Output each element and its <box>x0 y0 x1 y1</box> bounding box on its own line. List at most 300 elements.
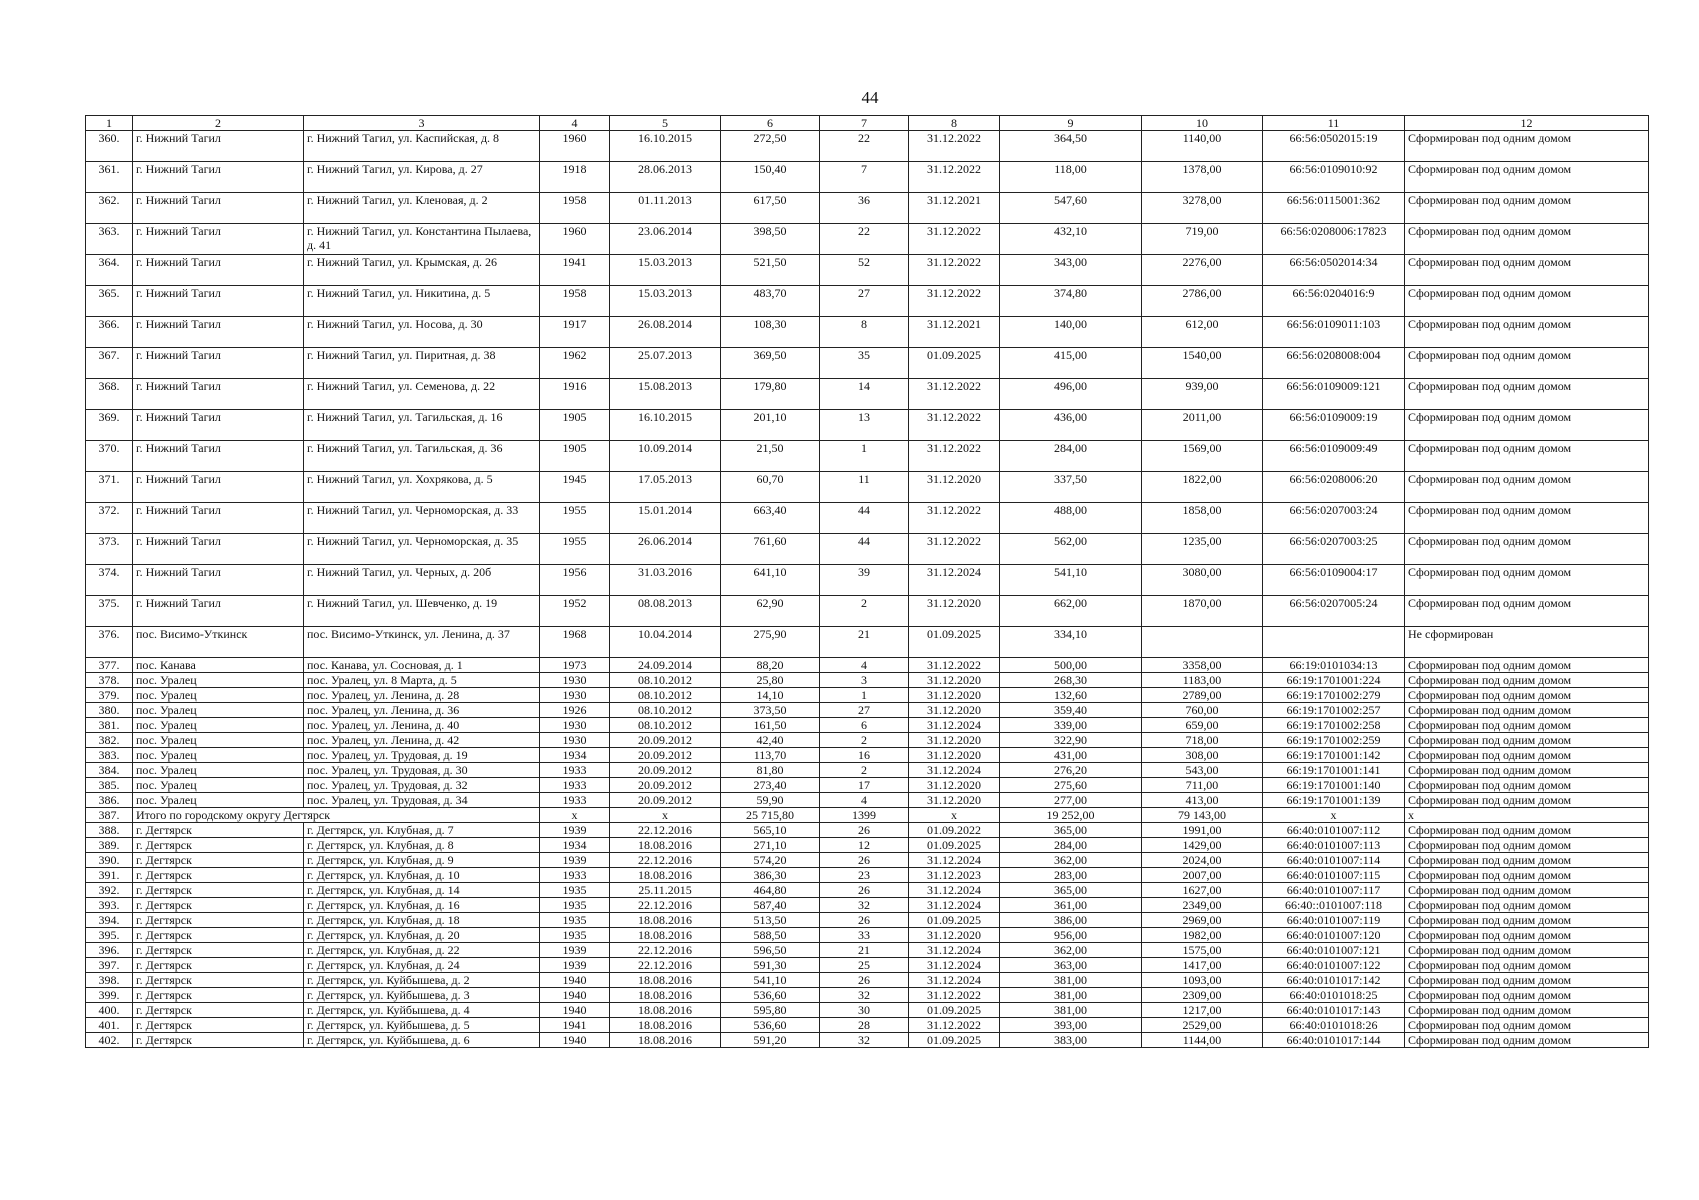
area-2-cell: 381,00 <box>1000 973 1142 988</box>
year-built-cell: 1941 <box>540 255 610 286</box>
date-cell: 18.08.2016 <box>610 838 721 853</box>
area-cell: 595,80 <box>721 1003 820 1018</box>
date-cell: 20.09.2012 <box>610 733 721 748</box>
area-cell: 60,70 <box>721 472 820 503</box>
address-cell: г. Нижний Тагил, ул. Шевченко, д. 19 <box>304 596 540 627</box>
area-cell: 272,50 <box>721 131 820 162</box>
area-2-cell: 381,00 <box>1000 1003 1142 1018</box>
residents-cell: 17 <box>820 778 909 793</box>
residents-cell: 26 <box>820 913 909 928</box>
date-cell: 22.12.2016 <box>610 898 721 913</box>
land-area-cell: 2309,00 <box>1142 988 1263 1003</box>
land-status-cell: Сформирован под одним домом <box>1405 673 1649 688</box>
land-area-cell <box>1142 627 1263 658</box>
land-area-cell: 1575,00 <box>1142 943 1263 958</box>
year-built-cell: 1930 <box>540 688 610 703</box>
row-number-cell: 367. <box>86 348 133 379</box>
residents-cell: 2 <box>820 733 909 748</box>
settlement-cell: г. Дегтярск <box>133 1033 304 1048</box>
area-cell: 596,50 <box>721 943 820 958</box>
deadline-date-cell: 31.12.2024 <box>909 565 1000 596</box>
deadline-date-cell: 31.12.2022 <box>909 1018 1000 1033</box>
settlement-cell: г. Нижний Тагил <box>133 596 304 627</box>
cadastral-number-cell: 66:56:0208006:20 <box>1263 472 1405 503</box>
residents-cell: 27 <box>820 286 909 317</box>
year-built-cell: 1935 <box>540 928 610 943</box>
deadline-date-cell: 31.12.2022 <box>909 162 1000 193</box>
area-2-cell: 436,00 <box>1000 410 1142 441</box>
date-cell: 18.08.2016 <box>610 1018 721 1033</box>
table-row <box>86 596 1649 627</box>
area-2-cell: 118,00 <box>1000 162 1142 193</box>
date-cell: 22.12.2016 <box>610 823 721 838</box>
column-number-cell: 7 <box>820 116 909 131</box>
row-number-cell: 398. <box>86 973 133 988</box>
land-area-cell: 3080,00 <box>1142 565 1263 596</box>
area-cell: 275,90 <box>721 627 820 658</box>
settlement-cell: г. Дегтярск <box>133 823 304 838</box>
deadline-date-cell: 01.09.2025 <box>909 627 1000 658</box>
area-2-cell: 562,00 <box>1000 534 1142 565</box>
land-area-cell: 543,00 <box>1142 763 1263 778</box>
row-number-cell: 390. <box>86 853 133 868</box>
year-built-cell: 1926 <box>540 703 610 718</box>
table-row <box>86 224 1649 255</box>
row-number-cell: 392. <box>86 883 133 898</box>
area-cell: 81,80 <box>721 763 820 778</box>
residents-cell: 4 <box>820 793 909 808</box>
address-cell: пос. Уралец, ул. Трудовая, д. 34 <box>304 793 540 808</box>
area-cell: 113,70 <box>721 748 820 763</box>
settlement-cell: г. Дегтярск <box>133 898 304 913</box>
row-number-cell: 380. <box>86 703 133 718</box>
year-built-cell: 1935 <box>540 898 610 913</box>
year-built-cell: 1960 <box>540 224 610 255</box>
area-2-cell: 339,00 <box>1000 718 1142 733</box>
date-cell: 18.08.2016 <box>610 868 721 883</box>
settlement-cell: г. Нижний Тагил <box>133 503 304 534</box>
address-cell: г. Дегтярск, ул. Куйбышева, д. 4 <box>304 1003 540 1018</box>
table-row <box>86 838 1649 853</box>
residents-cell: 21 <box>820 627 909 658</box>
deadline-date-cell: 31.12.2022 <box>909 988 1000 1003</box>
cadastral-number-cell: 66:40:0101017:142 <box>1263 973 1405 988</box>
cadastral-number-cell: 66:56:0207003:24 <box>1263 503 1405 534</box>
housing-register-table <box>85 115 1649 1048</box>
cadastral-number-cell: 66:40:0101018:26 <box>1263 1018 1405 1033</box>
row-number-cell: 368. <box>86 379 133 410</box>
cadastral-number-cell: 66:19:1701001:224 <box>1263 673 1405 688</box>
land-status-cell: Сформирован под одним домом <box>1405 883 1649 898</box>
land-area-cell: 718,00 <box>1142 733 1263 748</box>
address-cell: г. Нижний Тагил, ул. Черных, д. 20б <box>304 565 540 596</box>
year-built-cell: 1955 <box>540 503 610 534</box>
area-2-cell: 365,00 <box>1000 823 1142 838</box>
land-area-cell: 2276,00 <box>1142 255 1263 286</box>
residents-cell: 27 <box>820 703 909 718</box>
deadline-date-cell: 31.12.2024 <box>909 898 1000 913</box>
date-cell: 15.01.2014 <box>610 503 721 534</box>
land-status-cell: Не сформирован <box>1405 627 1649 658</box>
cadastral-number-cell: x <box>1263 808 1405 823</box>
cadastral-number-cell: 66:19:0101034:13 <box>1263 658 1405 673</box>
land-status-cell: Сформирован под одним домом <box>1405 748 1649 763</box>
land-status-cell: Сформирован под одним домом <box>1405 763 1649 778</box>
date-cell: 23.06.2014 <box>610 224 721 255</box>
table-row <box>86 733 1649 748</box>
deadline-date-cell: 01.09.2025 <box>909 1003 1000 1018</box>
residents-cell: 26 <box>820 853 909 868</box>
deadline-date-cell: 31.12.2021 <box>909 317 1000 348</box>
cadastral-number-cell: 66:56:0115001:362 <box>1263 193 1405 224</box>
land-area-cell: 1378,00 <box>1142 162 1263 193</box>
year-built-cell: 1905 <box>540 410 610 441</box>
area-cell: 536,60 <box>721 1018 820 1033</box>
cadastral-number-cell: 66:19:1701002:279 <box>1263 688 1405 703</box>
date-cell: 31.03.2016 <box>610 565 721 596</box>
address-cell: г. Дегтярск, ул. Клубная, д. 22 <box>304 943 540 958</box>
land-status-cell: Сформирован под одним домом <box>1405 688 1649 703</box>
cadastral-number-cell: 66:19:1701002:259 <box>1263 733 1405 748</box>
column-number-cell: 4 <box>540 116 610 131</box>
table-row <box>86 808 1649 823</box>
settlement-cell: г. Нижний Тагил <box>133 441 304 472</box>
date-cell: 16.10.2015 <box>610 131 721 162</box>
area-2-cell: 268,30 <box>1000 673 1142 688</box>
residents-cell: 28 <box>820 1018 909 1033</box>
address-cell: г. Нижний Тагил, ул. Пиритная, д. 38 <box>304 348 540 379</box>
residents-cell: 23 <box>820 868 909 883</box>
cadastral-number-cell: 66:40:0101007:121 <box>1263 943 1405 958</box>
date-cell: 08.10.2012 <box>610 673 721 688</box>
land-area-cell: 413,00 <box>1142 793 1263 808</box>
land-area-cell: 1093,00 <box>1142 973 1263 988</box>
cadastral-number-cell: 66:40:0101007:114 <box>1263 853 1405 868</box>
row-number-cell: 399. <box>86 988 133 1003</box>
settlement-cell: пос. Канава <box>133 658 304 673</box>
date-cell: 22.12.2016 <box>610 958 721 973</box>
cadastral-number-cell: 66:56:0109004:17 <box>1263 565 1405 596</box>
land-area-cell: 1144,00 <box>1142 1033 1263 1048</box>
area-2-cell: 386,00 <box>1000 913 1142 928</box>
cadastral-number-cell: 66:56:0207003:25 <box>1263 534 1405 565</box>
date-cell: 18.08.2016 <box>610 1033 721 1048</box>
area-2-cell: 956,00 <box>1000 928 1142 943</box>
address-cell: г. Нижний Тагил, ул. Кленовая, д. 2 <box>304 193 540 224</box>
residents-cell: 11 <box>820 472 909 503</box>
residents-cell: 16 <box>820 748 909 763</box>
deadline-date-cell: 31.12.2020 <box>909 688 1000 703</box>
settlement-cell: г. Нижний Тагил <box>133 286 304 317</box>
row-number-cell: 384. <box>86 763 133 778</box>
deadline-date-cell: 31.12.2023 <box>909 868 1000 883</box>
address-cell: г. Дегтярск, ул. Куйбышева, д. 6 <box>304 1033 540 1048</box>
year-built-cell: 1958 <box>540 286 610 317</box>
row-number-cell: 362. <box>86 193 133 224</box>
land-status-cell: Сформирован под одним домом <box>1405 255 1649 286</box>
settlement-cell: г. Дегтярск <box>133 853 304 868</box>
residents-cell: 35 <box>820 348 909 379</box>
residents-cell: 14 <box>820 379 909 410</box>
land-status-cell: Сформирован под одним домом <box>1405 441 1649 472</box>
land-status-cell: Сформирован под одним домом <box>1405 973 1649 988</box>
address-cell: пос. Уралец, ул. Ленина, д. 28 <box>304 688 540 703</box>
table-row <box>86 131 1649 162</box>
column-number-cell: 2 <box>133 116 304 131</box>
table-row <box>86 673 1649 688</box>
table-row <box>86 1033 1649 1048</box>
row-number-cell: 386. <box>86 793 133 808</box>
row-number-cell: 382. <box>86 733 133 748</box>
year-built-cell: 1940 <box>540 1003 610 1018</box>
land-status-cell: Сформирован под одним домом <box>1405 913 1649 928</box>
land-status-cell: Сформирован под одним домом <box>1405 472 1649 503</box>
deadline-date-cell: 01.09.2022 <box>909 823 1000 838</box>
address-cell: пос. Уралец, ул. Ленина, д. 36 <box>304 703 540 718</box>
column-number-cell: 11 <box>1263 116 1405 131</box>
residents-cell: 22 <box>820 224 909 255</box>
address-cell: г. Нижний Тагил, ул. Хохрякова, д. 5 <box>304 472 540 503</box>
table-row <box>86 748 1649 763</box>
row-number-cell: 395. <box>86 928 133 943</box>
row-number-cell: 365. <box>86 286 133 317</box>
table-row <box>86 718 1649 733</box>
area-cell: 536,60 <box>721 988 820 1003</box>
residents-cell: 22 <box>820 131 909 162</box>
row-number-cell: 361. <box>86 162 133 193</box>
cadastral-number-cell: 66:56:0109009:121 <box>1263 379 1405 410</box>
address-cell: г. Нижний Тагил, ул. Носова, д. 30 <box>304 317 540 348</box>
date-cell: 10.09.2014 <box>610 441 721 472</box>
deadline-date-cell: 31.12.2020 <box>909 703 1000 718</box>
table-row <box>86 410 1649 441</box>
settlement-cell: пос. Уралец <box>133 703 304 718</box>
table-row <box>86 898 1649 913</box>
address-cell: г. Нижний Тагил, ул. Черноморская, д. 35 <box>304 534 540 565</box>
settlement-cell: пос. Висимо-Уткинск <box>133 627 304 658</box>
settlement-cell: г. Дегтярск <box>133 958 304 973</box>
land-area-cell: 1417,00 <box>1142 958 1263 973</box>
address-cell: г. Дегтярск, ул. Куйбышева, д. 2 <box>304 973 540 988</box>
row-number-cell: 389. <box>86 838 133 853</box>
year-built-cell: 1918 <box>540 162 610 193</box>
land-area-cell: 2007,00 <box>1142 868 1263 883</box>
date-cell: 08.10.2012 <box>610 688 721 703</box>
cadastral-number-cell: 66:56:0109010:92 <box>1263 162 1405 193</box>
residents-cell: 32 <box>820 898 909 913</box>
settlement-cell: пос. Уралец <box>133 673 304 688</box>
address-cell: г. Дегтярск, ул. Клубная, д. 16 <box>304 898 540 913</box>
land-area-cell: 1982,00 <box>1142 928 1263 943</box>
table-row <box>86 565 1649 596</box>
land-status-cell: Сформирован под одним домом <box>1405 703 1649 718</box>
table-row <box>86 763 1649 778</box>
table-row <box>86 1018 1649 1033</box>
settlement-cell: г. Нижний Тагил <box>133 193 304 224</box>
area-2-cell: 364,50 <box>1000 131 1142 162</box>
settlement-cell: г. Дегтярск <box>133 988 304 1003</box>
row-number-cell: 400. <box>86 1003 133 1018</box>
land-area-cell: 939,00 <box>1142 379 1263 410</box>
area-cell: 591,20 <box>721 1033 820 1048</box>
year-built-cell: 1916 <box>540 379 610 410</box>
cadastral-number-cell: 66:56:0502015:19 <box>1263 131 1405 162</box>
date-cell: 08.10.2012 <box>610 703 721 718</box>
area-cell: 179,80 <box>721 379 820 410</box>
residents-cell: 13 <box>820 410 909 441</box>
cadastral-number-cell: 66:56:0208008:004 <box>1263 348 1405 379</box>
area-2-cell: 362,00 <box>1000 943 1142 958</box>
land-status-cell: Сформирован под одним домом <box>1405 224 1649 255</box>
land-area-cell: 2529,00 <box>1142 1018 1263 1033</box>
row-number-cell: 388. <box>86 823 133 838</box>
residents-cell: 26 <box>820 973 909 988</box>
row-number-cell: 370. <box>86 441 133 472</box>
area-2-cell: 662,00 <box>1000 596 1142 627</box>
year-built-cell: 1933 <box>540 793 610 808</box>
area-cell: 25,80 <box>721 673 820 688</box>
year-built-cell: 1952 <box>540 596 610 627</box>
settlement-cell: г. Нижний Тагил <box>133 317 304 348</box>
area-2-cell: 140,00 <box>1000 317 1142 348</box>
residents-cell: 25 <box>820 958 909 973</box>
table-row <box>86 162 1649 193</box>
settlement-cell: пос. Уралец <box>133 688 304 703</box>
area-2-cell: 547,60 <box>1000 193 1142 224</box>
year-built-cell: 1934 <box>540 748 610 763</box>
cadastral-number-cell: 66:19:1701002:258 <box>1263 718 1405 733</box>
land-status-cell: Сформирован под одним домом <box>1405 928 1649 943</box>
year-built-cell: 1930 <box>540 733 610 748</box>
land-status-cell: Сформирован под одним домом <box>1405 317 1649 348</box>
area-cell: 641,10 <box>721 565 820 596</box>
column-number-row <box>86 116 1649 131</box>
table-row <box>86 627 1649 658</box>
row-number-cell: 396. <box>86 943 133 958</box>
land-area-cell: 79 143,00 <box>1142 808 1263 823</box>
column-number-cell: 5 <box>610 116 721 131</box>
column-number-cell: 3 <box>304 116 540 131</box>
residents-cell: 26 <box>820 883 909 898</box>
year-built-cell: 1956 <box>540 565 610 596</box>
cadastral-number-cell: 66:40:0101007:117 <box>1263 883 1405 898</box>
cadastral-number-cell: 66:56:0208006:17823 <box>1263 224 1405 255</box>
settlement-cell: г. Нижний Тагил <box>133 348 304 379</box>
land-area-cell: 2789,00 <box>1142 688 1263 703</box>
settlement-cell: пос. Уралец <box>133 793 304 808</box>
settlement-cell: г. Нижний Тагил <box>133 565 304 596</box>
row-number-cell: 369. <box>86 410 133 441</box>
area-cell: 14,10 <box>721 688 820 703</box>
land-status-cell: Сформирован под одним домом <box>1405 958 1649 973</box>
area-2-cell: 337,50 <box>1000 472 1142 503</box>
date-cell: 20.09.2012 <box>610 763 721 778</box>
area-cell: 565,10 <box>721 823 820 838</box>
cadastral-number-cell: 66:40:0101007:113 <box>1263 838 1405 853</box>
address-cell: пос. Уралец, ул. Трудовая, д. 19 <box>304 748 540 763</box>
date-cell: 20.09.2012 <box>610 793 721 808</box>
address-cell: г. Нижний Тагил, ул. Крымская, д. 26 <box>304 255 540 286</box>
address-cell: г. Нижний Тагил, ул. Константина Пылаева, д. 41 <box>304 224 540 255</box>
year-built-cell: 1940 <box>540 973 610 988</box>
table-row <box>86 193 1649 224</box>
area-2-cell: 500,00 <box>1000 658 1142 673</box>
address-cell: г. Дегтярск, ул. Клубная, д. 10 <box>304 868 540 883</box>
address-cell: пос. Висимо-Уткинск, ул. Ленина, д. 37 <box>304 627 540 658</box>
settlement-cell: г. Нижний Тагил <box>133 379 304 410</box>
residents-cell: 6 <box>820 718 909 733</box>
row-number-cell: 374. <box>86 565 133 596</box>
land-status-cell: Сформирован под одним домом <box>1405 1033 1649 1048</box>
land-status-cell: Сформирован под одним домом <box>1405 379 1649 410</box>
address-cell: г. Нижний Тагил, ул. Никитина, д. 5 <box>304 286 540 317</box>
deadline-date-cell: 31.12.2024 <box>909 853 1000 868</box>
deadline-date-cell: 31.12.2022 <box>909 131 1000 162</box>
cadastral-number-cell <box>1263 627 1405 658</box>
land-area-cell: 308,00 <box>1142 748 1263 763</box>
area-cell: 271,10 <box>721 838 820 853</box>
deadline-date-cell: 31.12.2022 <box>909 379 1000 410</box>
land-status-cell: Сформирован под одним домом <box>1405 988 1649 1003</box>
settlement-cell: г. Дегтярск <box>133 838 304 853</box>
area-2-cell: 381,00 <box>1000 988 1142 1003</box>
deadline-date-cell: 31.12.2020 <box>909 748 1000 763</box>
area-2-cell: 276,20 <box>1000 763 1142 778</box>
table-row <box>86 317 1649 348</box>
address-cell: г. Дегтярск, ул. Клубная, д. 7 <box>304 823 540 838</box>
residents-cell: 33 <box>820 928 909 943</box>
row-number-cell: 383. <box>86 748 133 763</box>
table-row <box>86 823 1649 838</box>
area-2-cell: 361,00 <box>1000 898 1142 913</box>
deadline-date-cell: 31.12.2024 <box>909 763 1000 778</box>
year-built-cell: 1930 <box>540 673 610 688</box>
table-row <box>86 658 1649 673</box>
area-cell: 761,60 <box>721 534 820 565</box>
column-number-cell: 10 <box>1142 116 1263 131</box>
land-status-cell: Сформирован под одним домом <box>1405 348 1649 379</box>
table-row <box>86 868 1649 883</box>
land-status-cell: Сформирован под одним домом <box>1405 868 1649 883</box>
area-cell: 201,10 <box>721 410 820 441</box>
residents-cell: 7 <box>820 162 909 193</box>
cadastral-number-cell: 66:19:1701001:139 <box>1263 793 1405 808</box>
date-cell: 15.03.2013 <box>610 286 721 317</box>
address-cell: пос. Уралец, ул. Трудовая, д. 32 <box>304 778 540 793</box>
row-number-cell: 397. <box>86 958 133 973</box>
settlement-cell: пос. Уралец <box>133 763 304 778</box>
column-number-cell: 8 <box>909 116 1000 131</box>
residents-cell: 36 <box>820 193 909 224</box>
cadastral-number-cell: 66:40:0101007:112 <box>1263 823 1405 838</box>
row-number-cell: 387. <box>86 808 133 823</box>
land-area-cell: 659,00 <box>1142 718 1263 733</box>
land-status-cell: Сформирован под одним домом <box>1405 193 1649 224</box>
area-2-cell: 334,10 <box>1000 627 1142 658</box>
residents-cell: 1399 <box>820 808 909 823</box>
year-built-cell: 1941 <box>540 1018 610 1033</box>
date-cell: 08.08.2013 <box>610 596 721 627</box>
land-status-cell: Сформирован под одним домом <box>1405 1003 1649 1018</box>
table-row <box>86 703 1649 718</box>
address-cell: г. Дегтярск, ул. Клубная, д. 18 <box>304 913 540 928</box>
deadline-date-cell: x <box>909 808 1000 823</box>
year-built-cell: 1905 <box>540 441 610 472</box>
date-cell: 28.06.2013 <box>610 162 721 193</box>
date-cell: 25.11.2015 <box>610 883 721 898</box>
area-cell: 398,50 <box>721 224 820 255</box>
settlement-cell: г. Дегтярск <box>133 943 304 958</box>
